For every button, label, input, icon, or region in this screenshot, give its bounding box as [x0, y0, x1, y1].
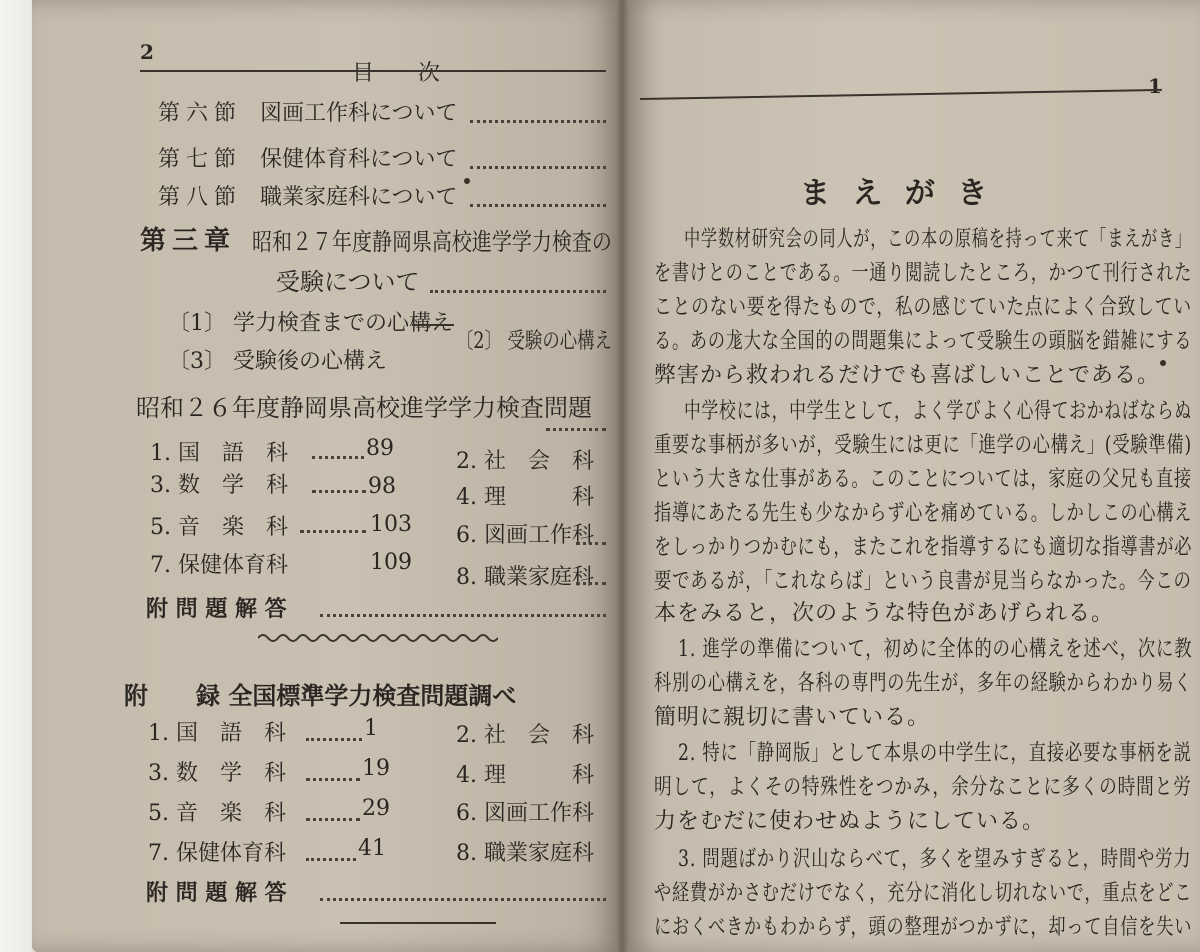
preface-line: 科別の心構えを，各科の専門の先生が，多年の経験からわかり易く — [654, 671, 1193, 696]
preface-line: 中学数材研究会の同人が，この本の原稿を持って来て「まえがき」 — [684, 227, 1192, 252]
exam-item-7: 7. 保健体育科 — [150, 553, 288, 578]
leader-dots — [430, 290, 606, 293]
preface-line: 1. 進学の準備について，初めに全体的の心構えを述べ，次に教 — [678, 637, 1193, 662]
exam-item-4: 4. 理 科 — [456, 485, 594, 510]
wavy-divider — [258, 630, 498, 646]
exam-heading: 昭和２６年度静岡県高校進学学力検査問題 — [136, 394, 592, 422]
preface-line: 弊害から救われるだけでも喜ばしいことである。 — [654, 363, 1161, 388]
leader-dots — [470, 204, 606, 207]
preface-line: 指導にあたる先生も少なからず心を痛めている。しかしこの心構え — [654, 501, 1193, 526]
leader-dots — [576, 542, 606, 545]
section-7-label: 第七節 — [158, 147, 243, 172]
chapter-3-title-line1: 昭和２７年度静岡県高校進学学力検査の — [252, 228, 612, 256]
exam-item-2: 2. 社 会 科 — [456, 449, 594, 474]
leader-dots — [312, 490, 366, 493]
ink-spot — [464, 178, 470, 184]
preface-line: 3. 問題ばかり沢山ならべて，多くを望みすぎると，時間や労力 — [678, 847, 1192, 872]
preface-line: 中学校には，中学生として，よく学びよく心得ておかねばならぬ — [684, 399, 1192, 424]
exam-item-5: 5. 音 楽 科 — [150, 515, 288, 540]
right-page-number: 1 — [1148, 74, 1162, 98]
section-6-title: 図画工作科について — [260, 101, 458, 126]
preface-line: を書けとのことである。一通り閲読したところ，かつて刊行された — [654, 261, 1193, 286]
appendix-item-3: 3. 数 学 科 — [148, 761, 286, 786]
preface-line: 明して，よくその特殊性をつかみ，余分なことに多くの時間と労 — [654, 775, 1192, 800]
exam-item-3-page: 98 — [368, 474, 396, 499]
preface-title: ま え が き — [800, 176, 994, 211]
leader-dots — [300, 530, 366, 533]
toc-header-title: 目 次 — [352, 61, 441, 86]
ink-spot — [1160, 360, 1166, 366]
appendix-item-7: 7. 保健体育科 — [148, 841, 286, 866]
chapter-3-subitem-1: 〔1〕 学力検査までの心構え — [168, 311, 453, 336]
preface-line: や経費がかさむだけでなく，充分に消化し切れないで，重点をどこ — [654, 881, 1193, 906]
preface-line: をしっかりつかむにも，またこれを指導するにも適切な指導書が必 — [654, 535, 1193, 560]
preface-line: 重要な事柄が多いが，受験生には更に「進学の心構え」(受験準備) — [654, 433, 1192, 458]
chapter-3-subitem-3: 〔3〕 受験後の心構え — [168, 349, 387, 374]
exam-item-3: 3. 数 学 科 — [150, 473, 288, 498]
chapter-3-label: 第三章 — [140, 226, 237, 256]
leader-dots — [306, 858, 356, 861]
exam-item-1: 1. 国 語 科 — [150, 441, 288, 466]
section-6-label: 第六節 — [158, 101, 243, 126]
header-rule — [140, 70, 606, 72]
preface-line: 力をむだに使わせぬようにしている。 — [654, 809, 1046, 834]
appendix-item-4: 4. 理 科 — [456, 763, 594, 788]
appendix-item-1: 1. 国 語 科 — [148, 721, 286, 746]
left-page-number: 2 — [140, 40, 154, 64]
appendix-item-3-page: 19 — [362, 756, 390, 781]
appendix-item-6: 6. 図画工作科 — [456, 801, 594, 826]
appendix-answers: 附 問 題 解 答 — [146, 880, 287, 906]
preface-line: ことのない要を得たもので，私の感じていた点によく合致してい — [654, 295, 1192, 320]
preface-line: 簡明に親切に書いている。 — [654, 705, 931, 730]
leader-dots — [320, 898, 606, 901]
appendix-item-5-page: 29 — [362, 796, 390, 821]
section-8-title: 職業家庭科について — [260, 185, 458, 210]
exam-answers: 附 問 題 解 答 — [146, 596, 287, 622]
section-8-label: 第八節 — [158, 185, 243, 210]
leader-dots — [306, 738, 362, 741]
leader-dots — [470, 120, 606, 123]
preface-line: におくべきかもわからず，頭の整理がつかずに，却って自信を失い — [654, 915, 1193, 940]
appendix-item-1-page: 1 — [364, 716, 378, 741]
leader-dots — [576, 582, 606, 585]
dash — [412, 324, 454, 326]
exam-item-5-page: 103 — [370, 512, 412, 537]
leader-dots — [320, 614, 606, 617]
exam-item-7-page: 109 — [370, 550, 412, 575]
preface-line: 2. 特に「静岡版」として本県の中学生に，直接必要な事柄を説 — [678, 741, 1192, 766]
preface-line: る。あの尨大な全国的の問題集によって受験生の頭脳を錯雑にする — [654, 329, 1193, 354]
exam-item-1-page: 89 — [366, 436, 394, 461]
exam-item-8: 8. 職業家庭科 — [456, 565, 594, 590]
section-7-title: 保健体育科について — [260, 147, 458, 172]
appendix-heading: 附 録 全国標準学力検査問題調べ — [124, 681, 517, 710]
chapter-3-title-line2: 受験について — [276, 268, 420, 296]
chapter-3-subitem-2: 〔2〕 受験の心構え — [456, 329, 613, 354]
exam-item-6: 6. 図画工作科 — [456, 523, 594, 548]
leader-dots — [306, 818, 360, 821]
bottom-rule — [340, 922, 496, 924]
preface-line: 本をみると，次のような特色があげられる。 — [654, 601, 1115, 626]
appendix-item-8: 8. 職業家庭科 — [456, 841, 594, 866]
leader-dots — [306, 778, 360, 781]
leader-dots — [312, 456, 364, 459]
leader-dots — [546, 428, 606, 431]
leader-dots — [470, 166, 606, 169]
preface-line: 要であるが，「これならば」という良書が見当らなかった。今この — [654, 569, 1192, 594]
book-gutter — [616, 0, 628, 952]
appendix-item-7-page: 41 — [358, 836, 386, 861]
appendix-item-5: 5. 音 楽 科 — [148, 801, 286, 826]
preface-line: という大きな仕事がある。このことについては，家庭の父兄も直接 — [654, 467, 1192, 492]
appendix-item-2: 2. 社 会 科 — [456, 723, 594, 748]
